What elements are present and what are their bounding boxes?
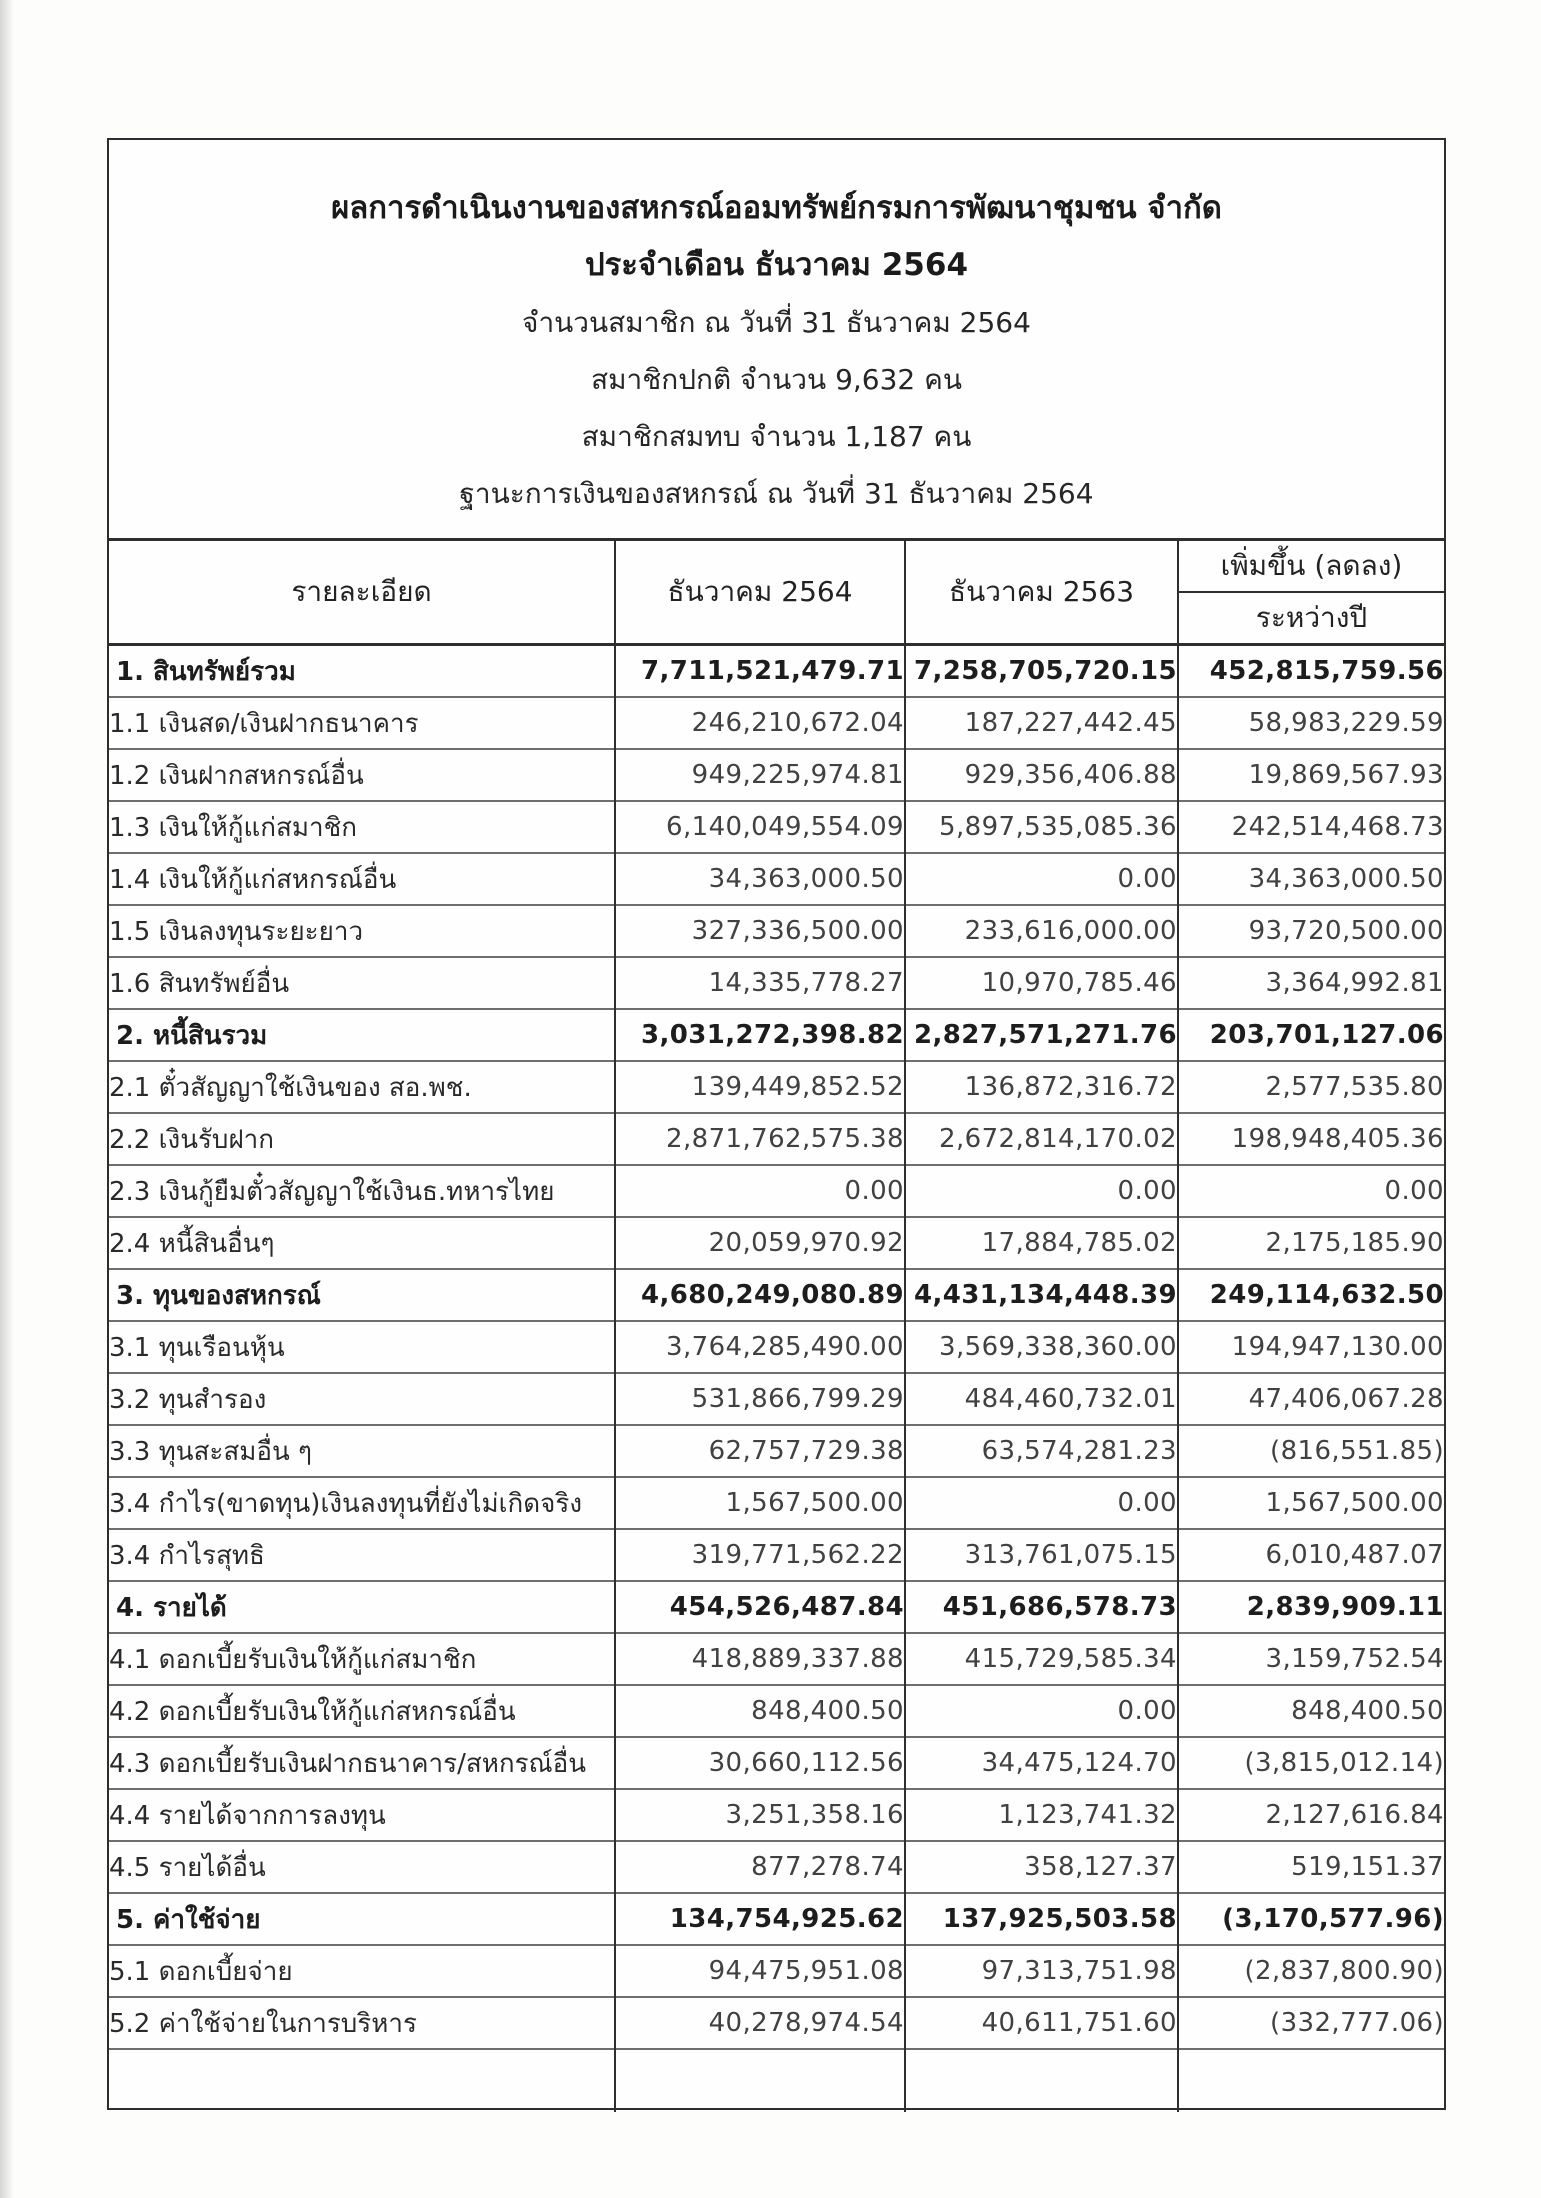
value-dec-2564: 531,866,799.29 [615,1373,905,1425]
value-dec-2564: 418,889,337.88 [615,1633,905,1685]
row-label: 1.2 เงินฝากสหกรณ์อื่น [109,749,615,801]
value-dec-2564: 94,475,951.08 [615,1945,905,1997]
regular-members-line: สมาชิกปกติ จำนวน 9,632 คน [591,363,962,396]
row-label [109,2049,615,2112]
table-row [109,1009,1444,1061]
table-row [109,645,1444,698]
value-dec-2564: 30,660,112.56 [615,1737,905,1789]
value-change: 198,948,405.36 [1178,1113,1444,1165]
value-change: 47,406,067.28 [1178,1373,1444,1425]
value-change: 203,701,127.06 [1178,1009,1444,1061]
table-row [109,1997,1444,2049]
financial-table-body [109,645,1444,2113]
financial-table [109,538,1444,2112]
value-dec-2564: 877,278.74 [615,1841,905,1893]
value-dec-2563: 4,431,134,448.39 [905,1269,1178,1321]
row-label: 5. ค่าใช้จ่าย [109,1893,615,1945]
value-dec-2563: 2,827,571,271.76 [905,1009,1178,1061]
row-label: 1.1 เงินสด/เงินฝากธนาคาร [109,697,615,749]
table-row [109,905,1444,957]
document-subtitle: ประจำเดือน ธันวาคม 2564 [584,247,969,283]
table-row [109,1061,1444,1113]
value-dec-2564: 0.00 [615,1165,905,1217]
value-dec-2564: 949,225,974.81 [615,749,905,801]
value-dec-2563: 137,925,503.58 [905,1893,1178,1945]
value-change: 58,983,229.59 [1178,697,1444,749]
table-row [109,1113,1444,1165]
table-row [109,1945,1444,1997]
document-border-box [107,138,1446,2110]
financial-status-line: ฐานะการเงินของสหกรณ์ ณ วันที่ 31 ธันวาคม 2564 [459,477,1094,510]
table-row [109,749,1444,801]
value-dec-2564: 139,449,852.52 [615,1061,905,1113]
value-dec-2564: 40,278,974.54 [615,1997,905,2049]
table-row [109,697,1444,749]
value-dec-2563: 929,356,406.88 [905,749,1178,801]
table-row [109,853,1444,905]
value-dec-2563: 484,460,732.01 [905,1373,1178,1425]
value-dec-2563: 1,123,741.32 [905,1789,1178,1841]
value-dec-2564: 327,336,500.00 [615,905,905,957]
value-dec-2563: 34,475,124.70 [905,1737,1178,1789]
row-label: 5.1 ดอกเบี้ยจ่าย [109,1945,615,1997]
row-label: 4.2 ดอกเบี้ยรับเงินให้กู้แก่สหกรณ์อื่น [109,1685,615,1737]
table-row [109,1893,1444,1945]
table-row [109,1217,1444,1269]
value-dec-2563: 5,897,535,085.36 [905,801,1178,853]
value-dec-2564: 848,400.50 [615,1685,905,1737]
value-dec-2563: 0.00 [905,1685,1178,1737]
row-label: 5.2 ค่าใช้จ่ายในการบริหาร [109,1997,615,2049]
value-change: 34,363,000.50 [1178,853,1444,905]
value-dec-2564: 134,754,925.62 [615,1893,905,1945]
table-row [109,2049,1444,2112]
value-dec-2564: 3,031,272,398.82 [615,1009,905,1061]
row-label: 4.1 ดอกเบี้ยรับเงินให้กู้แก่สมาชิก [109,1633,615,1685]
value-change: 3,159,752.54 [1178,1633,1444,1685]
row-label: 4.5 รายได้อื่น [109,1841,615,1893]
value-dec-2563: 63,574,281.23 [905,1425,1178,1477]
value-dec-2563: 10,970,785.46 [905,957,1178,1009]
value-dec-2563: 136,872,316.72 [905,1061,1178,1113]
value-change: 1,567,500.00 [1178,1477,1444,1529]
value-dec-2563: 187,227,442.45 [905,697,1178,749]
value-change: 194,947,130.00 [1178,1321,1444,1373]
table-row [109,1581,1444,1633]
value-dec-2563: 17,884,785.02 [905,1217,1178,1269]
value-change: 452,815,759.56 [1178,645,1444,698]
table-row [109,1789,1444,1841]
value-dec-2563 [905,2049,1178,2112]
value-dec-2563: 0.00 [905,853,1178,905]
value-dec-2564: 34,363,000.50 [615,853,905,905]
value-dec-2563: 358,127.37 [905,1841,1178,1893]
value-dec-2564: 3,764,285,490.00 [615,1321,905,1373]
table-row [109,1737,1444,1789]
row-label: 2. หนี้สินรวม [109,1009,615,1061]
row-label: 2.3 เงินกู้ยืมตั๋วสัญญาใช้เงินธ.ทหารไทย [109,1165,615,1217]
value-change: 2,127,616.84 [1178,1789,1444,1841]
value-dec-2564: 20,059,970.92 [615,1217,905,1269]
value-change: 242,514,468.73 [1178,801,1444,853]
value-dec-2563: 451,686,578.73 [905,1581,1178,1633]
value-dec-2563: 233,616,000.00 [905,905,1178,957]
value-change [1178,2049,1444,2112]
table-row [109,1633,1444,1685]
value-change: 93,720,500.00 [1178,905,1444,957]
value-dec-2563: 0.00 [905,1165,1178,1217]
value-dec-2563: 415,729,585.34 [905,1633,1178,1685]
value-dec-2563: 40,611,751.60 [905,1997,1178,2049]
value-dec-2563: 97,313,751.98 [905,1945,1178,1997]
value-change: 2,839,909.11 [1178,1581,1444,1633]
table-row [109,1269,1444,1321]
value-dec-2563: 2,672,814,170.02 [905,1113,1178,1165]
row-label: 3.3 ทุนสะสมอื่น ๆ [109,1425,615,1477]
value-change: 0.00 [1178,1165,1444,1217]
header-detail: รายละเอียด [109,540,615,645]
value-dec-2564 [615,2049,905,2112]
table-row [109,1165,1444,1217]
value-change: 6,010,487.07 [1178,1529,1444,1581]
row-label: 2.4 หนี้สินอื่นๆ [109,1217,615,1269]
header-dec-2564: ธันวาคม 2564 [615,540,905,645]
row-label: 1.6 สินทรัพย์อื่น [109,957,615,1009]
associate-members-line: สมาชิกสมทบ จำนวน 1,187 คน [581,420,972,453]
value-change: (816,551.85) [1178,1425,1444,1477]
value-dec-2564: 6,140,049,554.09 [615,801,905,853]
table-header-row [109,540,1444,645]
value-change: (3,170,577.96) [1178,1893,1444,1945]
value-change: 3,364,992.81 [1178,957,1444,1009]
row-label: 1.3 เงินให้กู้แก่สมาชิก [109,801,615,853]
value-dec-2563: 7,258,705,720.15 [905,645,1178,698]
row-label: 3. ทุนของสหกรณ์ [109,1269,615,1321]
value-change: (3,815,012.14) [1178,1737,1444,1789]
row-label: 3.2 ทุนสำรอง [109,1373,615,1425]
header-dec-2563: ธันวาคม 2563 [905,540,1178,645]
value-change: 19,869,567.93 [1178,749,1444,801]
value-change: 249,114,632.50 [1178,1269,1444,1321]
member-count-date-line: จำนวนสมาชิก ณ วันที่ 31 ธันวาคม 2564 [522,306,1031,339]
value-dec-2563: 3,569,338,360.00 [905,1321,1178,1373]
value-dec-2563: 0.00 [905,1477,1178,1529]
table-row [109,1425,1444,1477]
row-label: 4.3 ดอกเบี้ยรับเงินฝากธนาคาร/สหกรณ์อื่น [109,1737,615,1789]
row-label: 3.4 กำไรสุทธิ [109,1529,615,1581]
row-label: 4. รายได้ [109,1581,615,1633]
value-dec-2564: 1,567,500.00 [615,1477,905,1529]
value-change: (332,777.06) [1178,1997,1444,2049]
row-label: 3.4 กำไร(ขาดทุน)เงินลงทุนที่ยังไม่เกิดจริง [109,1477,615,1529]
table-row [109,1321,1444,1373]
value-dec-2564: 4,680,249,080.89 [615,1269,905,1321]
table-row [109,1841,1444,1893]
value-dec-2564: 2,871,762,575.38 [615,1113,905,1165]
scan-edge-artifact [0,0,14,2198]
table-row [109,1477,1444,1529]
table-row [109,1373,1444,1425]
table-row [109,801,1444,853]
value-dec-2564: 319,771,562.22 [615,1529,905,1581]
value-change: 848,400.50 [1178,1685,1444,1737]
row-label: 2.1 ตั๋วสัญญาใช้เงินของ สอ.พช. [109,1061,615,1113]
value-dec-2564: 3,251,358.16 [615,1789,905,1841]
value-change: (2,837,800.90) [1178,1945,1444,1997]
row-label: 2.2 เงินรับฝาก [109,1113,615,1165]
value-change: 519,151.37 [1178,1841,1444,1893]
row-label: 1. สินทรัพย์รวม [116,656,296,687]
row-label: 1.4 เงินให้กู้แก่สหกรณ์อื่น [109,853,615,905]
title-block [109,140,1444,538]
value-change: 2,175,185.90 [1178,1217,1444,1269]
table-row [109,957,1444,1009]
table-row [109,1529,1444,1581]
document-title: ผลการดำเนินงานของสหกรณ์ออมทรัพย์กรมการพัฒนาชุมชน จำกัด [331,190,1222,226]
row-label: 1.5 เงินลงทุนระยะยาว [109,905,615,957]
table-row [109,1685,1444,1737]
value-dec-2563: 313,761,075.15 [905,1529,1178,1581]
header-change [1178,540,1444,645]
header-change-during-year: ระหว่างปี [1255,601,1368,634]
value-change: 2,577,535.80 [1178,1061,1444,1113]
header-change-increase-decrease: เพิ่มขึ้น (ลดลง) [1179,541,1444,593]
value-dec-2564: 7,711,521,479.71 [615,645,905,698]
row-label: 4.4 รายได้จากการลงทุน [109,1789,615,1841]
value-dec-2564: 62,757,729.38 [615,1425,905,1477]
row-label: 3.1 ทุนเรือนหุ้น [109,1321,615,1373]
value-dec-2564: 454,526,487.84 [615,1581,905,1633]
value-dec-2564: 246,210,672.04 [615,697,905,749]
value-dec-2564: 14,335,778.27 [615,957,905,1009]
